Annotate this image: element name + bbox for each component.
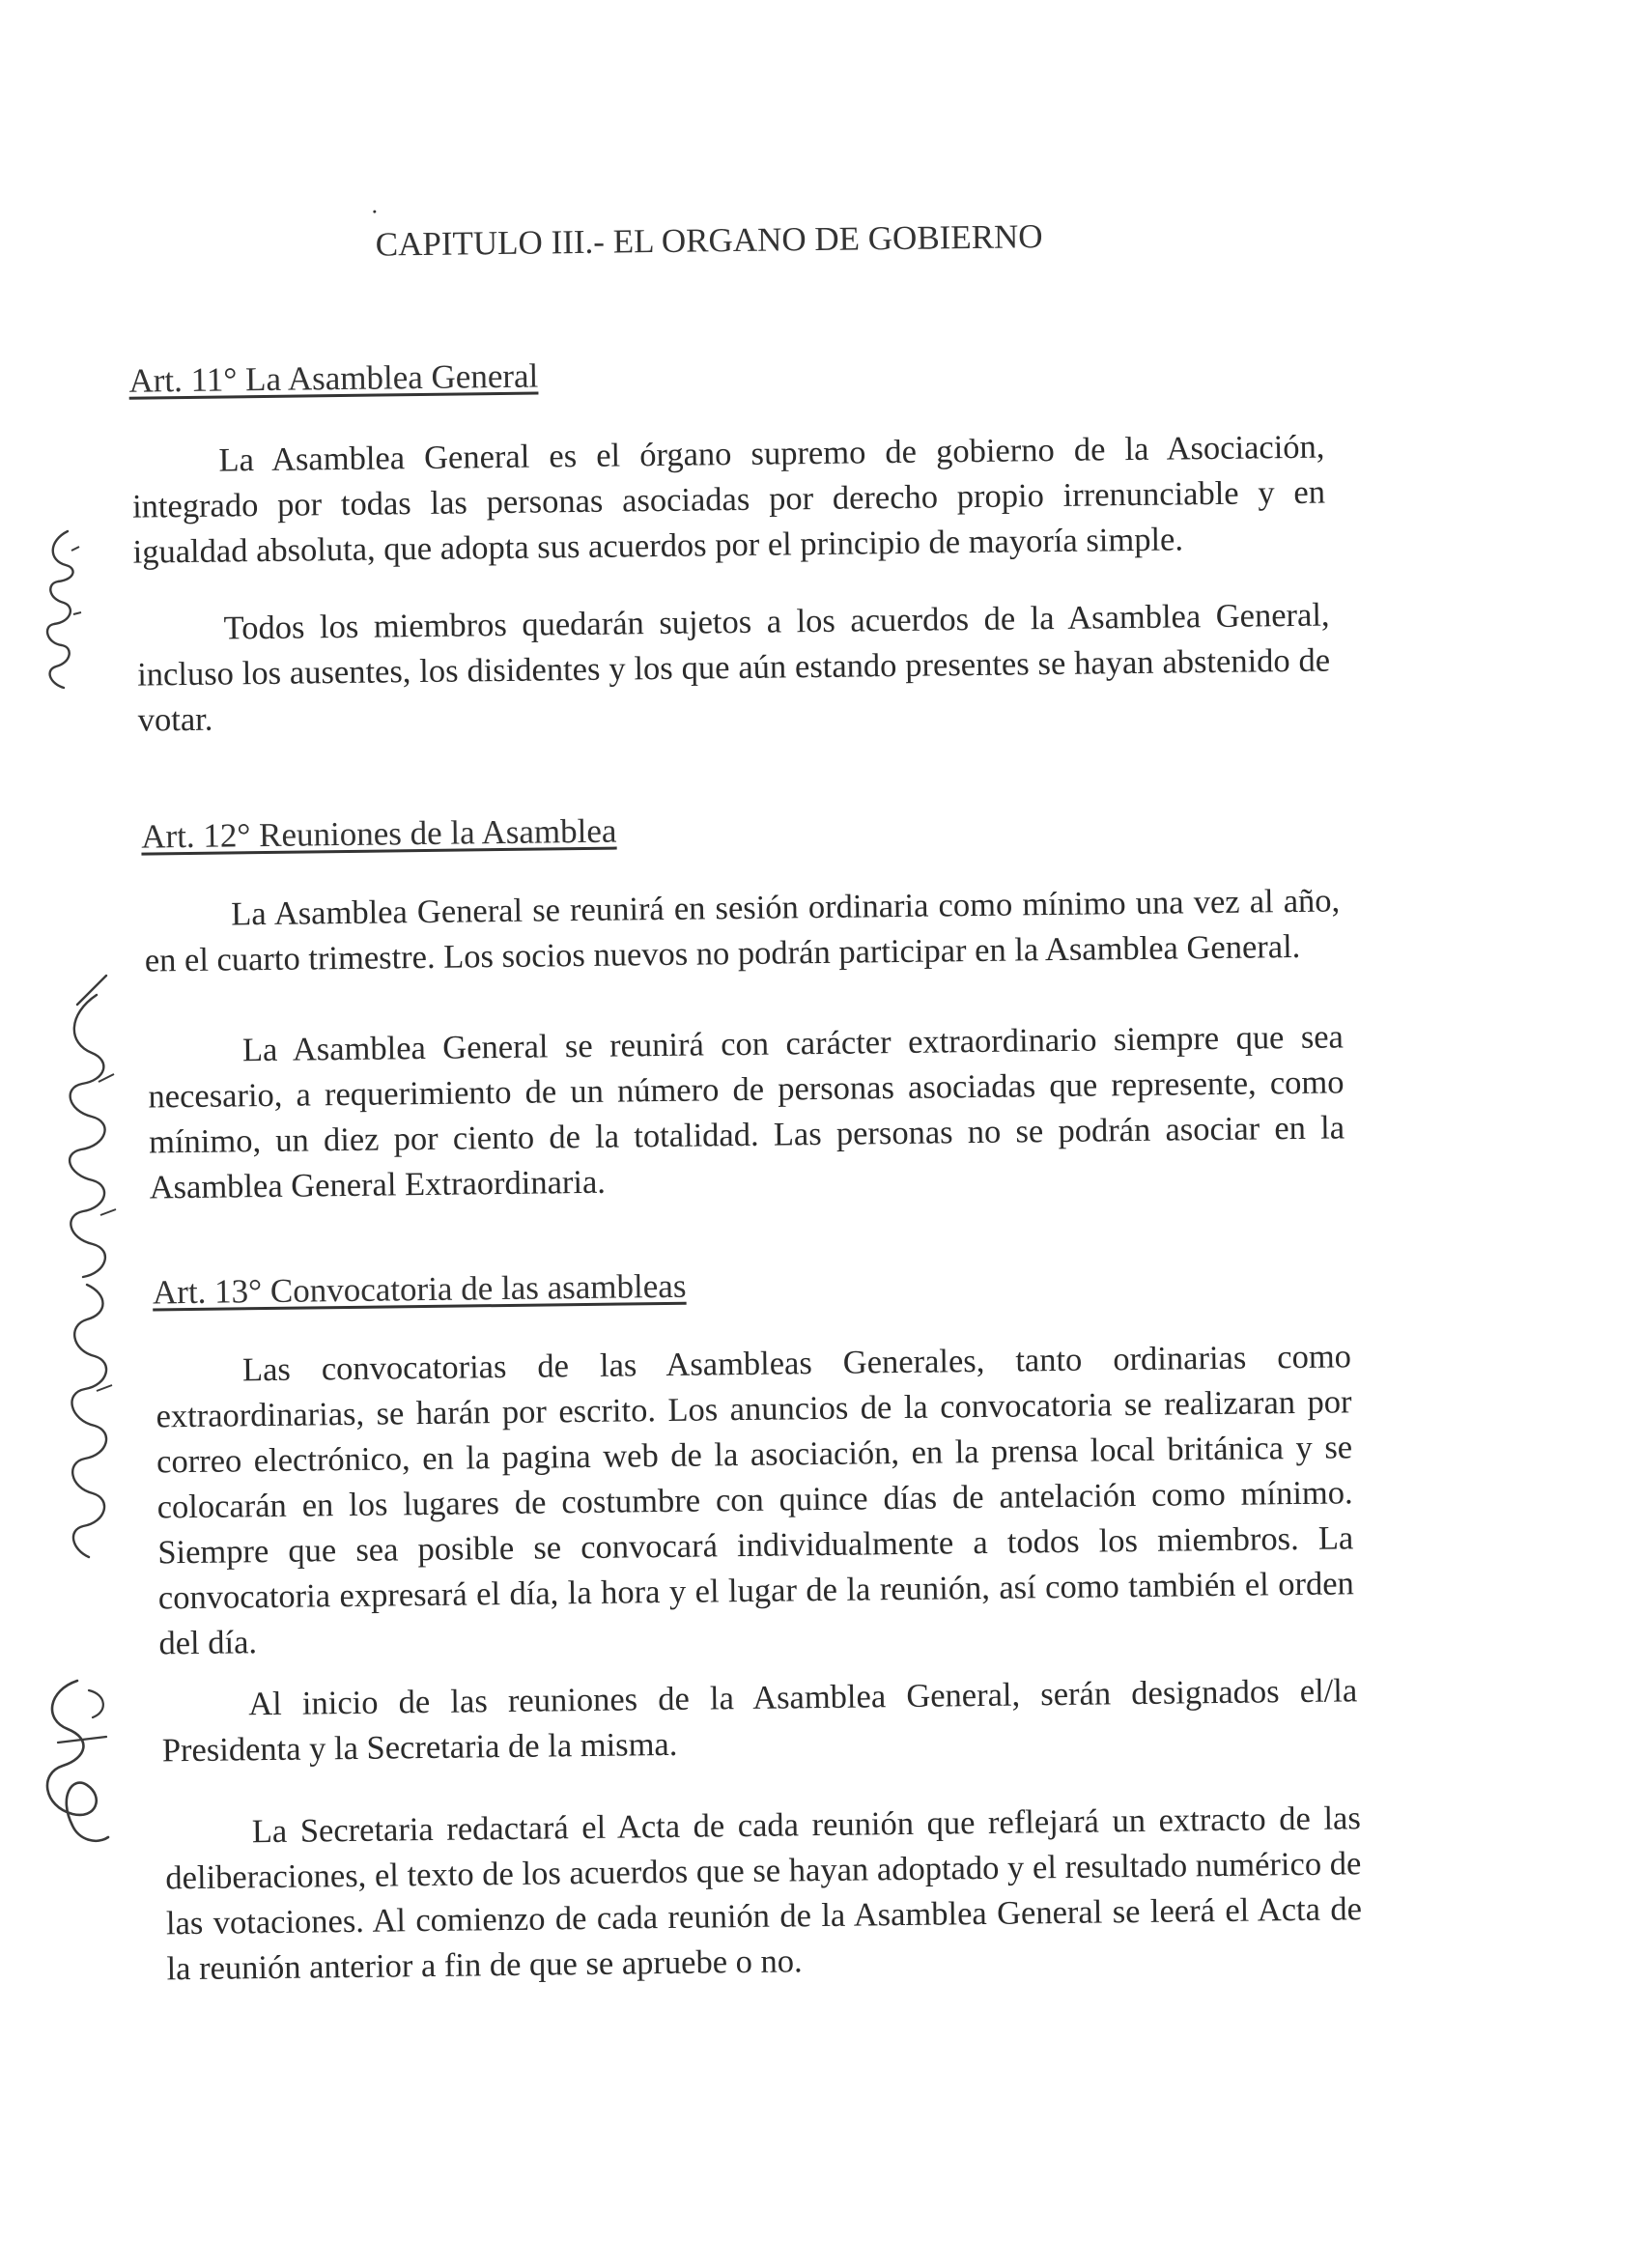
paragraph-text: Las convocatorias de las Asambleas Generales, tanto ordinarias como extraordinarias, se harán por escrito. Los anuncios de la convocatoria se realizaran por correo electrónico, en la pagina web de la asociación, en la prensa local británica y se colocarán en los lugares de costumbre con quince días de antelación como mínimo. Siempre que sea posible se convocará individualmente a todos los miembros. La convocatoria expresará el día, la hora y el lugar de la reunión, así como también el orden del día.: [156, 1338, 1355, 1662]
paragraph-text: La Secretaria redactará el Acta de cada reunión que reflejará un extracto de las deliberaciones, el texto de los acuerdos que se hayan adoptado y el resultado numérico de las votaciones. Al comienzo de cada reunión de la Asamblea General se leerá el Acta de la reunión anterior a fin de que se apruebe o no.: [165, 1800, 1363, 1988]
article-13-paragraph-3: [165, 1796, 1363, 1992]
handwritten-signature: [29, 522, 87, 695]
paragraph-text: La Asamblea General se reunirá en sesión ordinaria como mínimo una vez al año, en el cuarto trimestre. Los socios nuevos no podrán participar en la Asamblea General.: [144, 882, 1341, 979]
paragraph-text: Al inicio de las reuniones de la Asamblea General, serán designados el/la Presidenta y la Secretaria de la misma.: [161, 1672, 1358, 1770]
margin-signature-2: [39, 966, 126, 1570]
margin-signature-1: [29, 522, 87, 700]
handwritten-signature: [19, 1661, 126, 1855]
article-11-heading: Art. 11° La Asamblea General: [128, 356, 539, 400]
article-12-heading: Art. 12° Reuniones de la Asamblea: [141, 811, 617, 856]
scan-speck: [373, 211, 376, 213]
margin-signature-3: [19, 1661, 126, 1859]
handwritten-signature: [39, 966, 126, 1565]
article-12-paragraph-2: [148, 1014, 1345, 1210]
chapter-title: CAPITULO III.- EL ORGANO DE GOBIERNO: [375, 217, 1043, 264]
paragraph-text: Todos los miembros quedarán sujetos a los acuerdos de la Asamblea General, incluso los ausentes, los disidentes y los que aún estando presentes se hayan abstenido de votar.: [136, 596, 1331, 739]
paragraph-text: La Asamblea General se reunirá con carácter extraordinario siempre que sea necesario, a requerimiento de un número de personas asociadas que represente, como mínimo, un diez por ciento de la totalidad. Las personas no se podrán asociar en la Asamblea General Extraordinaria.: [148, 1018, 1345, 1206]
paragraph-text: La Asamblea General es el órgano supremo de gobierno de la Asociación, integrado por todas las personas asociadas por derecho propio irrenunciable y en igualdad absoluta, que adopta sus acuerdos por el principio de mayoría simple.: [131, 428, 1326, 571]
article-11-paragraph-2: [136, 593, 1331, 744]
article-11-paragraph-1: [131, 425, 1326, 576]
article-12-paragraph-1: [144, 878, 1341, 983]
article-13-paragraph-1: [156, 1334, 1355, 1666]
article-13-heading: Art. 13° Convocatoria de las asambleas: [152, 1266, 687, 1312]
article-13-paragraph-2: [161, 1668, 1358, 1773]
